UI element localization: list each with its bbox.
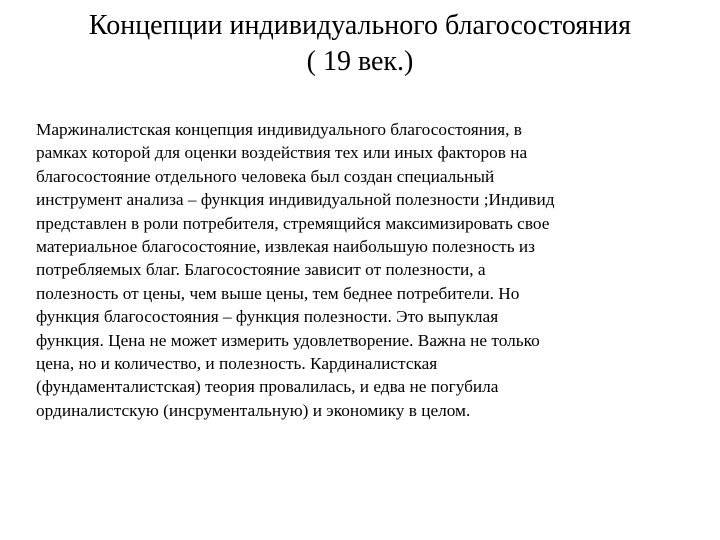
body-line-4: инструмент анализа – функция индивидуальной полезности ;Индивид: [36, 190, 555, 210]
body-line-8: полезность от цены, чем выше цены, тем беднее потребители. Но: [36, 283, 520, 303]
slide-title: [40, 8, 680, 80]
body-line-7: потребляемых благ. Благосостояние зависит от полезности, а: [36, 260, 486, 280]
body-line-11: цена, но и количество, и полезность. Кардиналистская: [36, 354, 438, 374]
body-line-10: функция. Цена не может измерить удовлетворение. Важна не только: [36, 330, 540, 350]
body-line-6: материальное благосостояние, извлекая наибольшую полезность из: [36, 237, 535, 257]
title-line-1: Концепции индивидуального благосостояния: [88, 10, 632, 41]
body-line-3: благосостояние отдельного человека был создан специальный: [36, 166, 495, 186]
slide-body-text: [36, 118, 686, 422]
body-line-2: рамках которой для оценки воздействия тех или иных факторов на: [36, 143, 528, 163]
body-line-1: Маржиналистская концепция индивидуального благосостояния, в: [36, 120, 522, 139]
body-line-9: функция благосостояния – функция полезности. Это выпуклая: [36, 307, 499, 327]
body-line-13: ординалистскую (инсрументальную) и экономику в целом.: [36, 400, 471, 420]
body-line-12: (фундаменталистская) теория провалилась, и едва не погубила: [36, 377, 499, 397]
body-line-5: представлен в роли потребителя, стремящийся максимизировать свое: [36, 213, 550, 233]
title-line-2: ( 19 век.): [306, 46, 414, 77]
